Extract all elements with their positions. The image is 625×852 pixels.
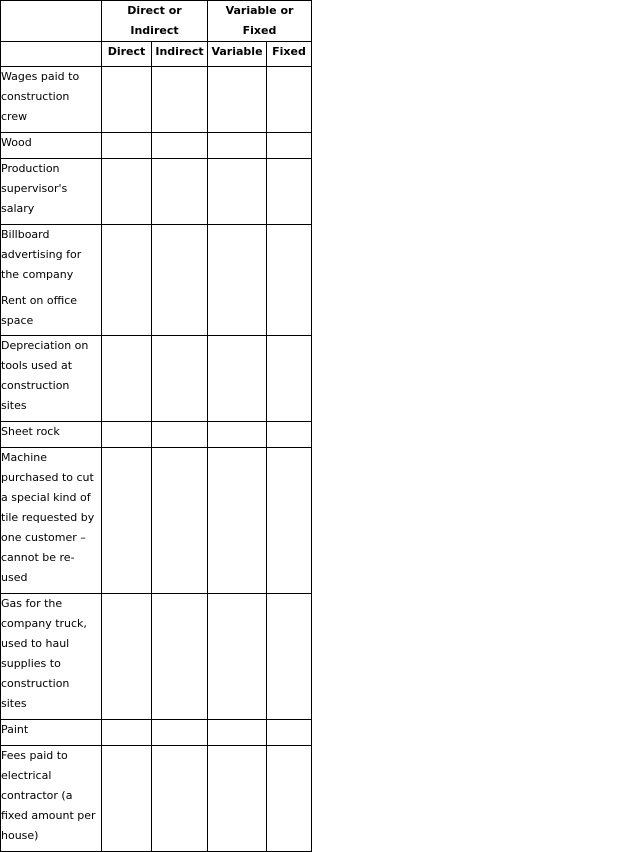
cost-item-cell bbox=[1, 746, 102, 852]
cost-item-label: sites bbox=[1, 399, 27, 412]
cost-item-label: Gas for the bbox=[1, 597, 63, 610]
cost-item-label: cannot be re- bbox=[1, 551, 75, 564]
cost-item-label: company truck, bbox=[1, 617, 87, 630]
cost-item-secondary bbox=[1, 291, 101, 331]
answer-cell-indirect[interactable] bbox=[152, 746, 208, 852]
table-row bbox=[1, 422, 312, 448]
cost-item-cell bbox=[1, 448, 102, 594]
answer-cell-indirect[interactable] bbox=[152, 448, 208, 594]
table-row bbox=[1, 594, 312, 720]
answer-cell-indirect[interactable] bbox=[152, 159, 208, 225]
cost-item-label: crew bbox=[1, 110, 28, 123]
cost-item-cell bbox=[1, 422, 102, 448]
answer-cell-direct[interactable] bbox=[102, 336, 152, 422]
table-row bbox=[1, 225, 312, 336]
answer-cell-fixed[interactable] bbox=[267, 159, 312, 225]
answer-cell-fixed[interactable] bbox=[267, 720, 312, 746]
cost-item-label: Paint bbox=[1, 723, 29, 736]
answer-cell-variable[interactable] bbox=[208, 448, 267, 594]
header-row-groups bbox=[1, 1, 312, 42]
answer-cell-variable[interactable] bbox=[208, 225, 267, 336]
cost-classification-table bbox=[0, 0, 312, 852]
cost-item-label: construction bbox=[1, 677, 70, 690]
answer-cell-direct[interactable] bbox=[102, 422, 152, 448]
answer-cell-direct[interactable] bbox=[102, 225, 152, 336]
cost-item-cell bbox=[1, 133, 102, 159]
answer-cell-variable[interactable] bbox=[208, 336, 267, 422]
cost-item-cell bbox=[1, 225, 102, 336]
cost-item-label: contractor (a bbox=[1, 789, 73, 802]
answer-cell-direct[interactable] bbox=[102, 67, 152, 133]
answer-cell-variable[interactable] bbox=[208, 159, 267, 225]
header-direct-or-indirect: Direct or Indirect bbox=[102, 1, 208, 42]
answer-cell-variable[interactable] bbox=[208, 746, 267, 852]
answer-cell-indirect[interactable] bbox=[152, 336, 208, 422]
answer-cell-variable[interactable] bbox=[208, 133, 267, 159]
cost-item-label: Machine bbox=[1, 451, 48, 464]
answer-cell-direct[interactable] bbox=[102, 594, 152, 720]
cost-item-label: fixed amount per bbox=[1, 809, 96, 822]
cost-item-label: tile requested by bbox=[1, 511, 95, 524]
cost-item-label: a special kind of bbox=[1, 491, 91, 504]
header-indirect: Indirect bbox=[152, 42, 208, 67]
answer-cell-fixed[interactable] bbox=[267, 225, 312, 336]
cost-item-label: Fees paid to bbox=[1, 749, 68, 762]
header-direct: Direct bbox=[102, 42, 152, 67]
answer-cell-direct[interactable] bbox=[102, 746, 152, 852]
table-row bbox=[1, 746, 312, 852]
answer-cell-variable[interactable] bbox=[208, 594, 267, 720]
cost-item-cell bbox=[1, 720, 102, 746]
answer-cell-direct[interactable] bbox=[102, 133, 152, 159]
answer-cell-fixed[interactable] bbox=[267, 133, 312, 159]
header-row-columns bbox=[1, 42, 312, 67]
answer-cell-indirect[interactable] bbox=[152, 225, 208, 336]
answer-cell-direct[interactable] bbox=[102, 448, 152, 594]
cost-item-label: purchased to cut bbox=[1, 471, 94, 484]
cost-item-label: house) bbox=[1, 829, 39, 842]
answer-cell-indirect[interactable] bbox=[152, 720, 208, 746]
answer-cell-variable[interactable] bbox=[208, 720, 267, 746]
table-row bbox=[1, 720, 312, 746]
cost-item-cell bbox=[1, 67, 102, 133]
answer-cell-fixed[interactable] bbox=[267, 746, 312, 852]
cost-item-label: Depreciation on bbox=[1, 339, 89, 352]
cost-item-label: the company bbox=[1, 268, 74, 281]
cost-item-label: sites bbox=[1, 697, 27, 710]
header-fixed: Fixed bbox=[267, 42, 312, 67]
answer-cell-variable[interactable] bbox=[208, 422, 267, 448]
cost-item-label: space bbox=[1, 314, 34, 327]
cost-item-label: electrical bbox=[1, 769, 52, 782]
table-row bbox=[1, 336, 312, 422]
cost-item-label: supplies to bbox=[1, 657, 61, 670]
cost-item-cell bbox=[1, 336, 102, 422]
answer-cell-indirect[interactable] bbox=[152, 133, 208, 159]
header-empty-cell bbox=[1, 1, 102, 42]
answer-cell-indirect[interactable] bbox=[152, 422, 208, 448]
cost-item-label: advertising for bbox=[1, 248, 82, 261]
answer-cell-fixed[interactable] bbox=[267, 67, 312, 133]
cost-item-label: Production bbox=[1, 162, 60, 175]
answer-cell-indirect[interactable] bbox=[152, 594, 208, 720]
cost-item-label: salary bbox=[1, 202, 35, 215]
cost-item-label: tools used at bbox=[1, 359, 73, 372]
cost-item-label: Sheet rock bbox=[1, 425, 60, 438]
answer-cell-direct[interactable] bbox=[102, 720, 152, 746]
cost-item-label: construction bbox=[1, 90, 70, 103]
table-row bbox=[1, 67, 312, 133]
table-row bbox=[1, 448, 312, 594]
header-variable-or-fixed: Variable or Fixed bbox=[208, 1, 312, 42]
table-row bbox=[1, 133, 312, 159]
answer-cell-fixed[interactable] bbox=[267, 336, 312, 422]
answer-cell-fixed[interactable] bbox=[267, 594, 312, 720]
cost-item-label: used to haul bbox=[1, 637, 70, 650]
answer-cell-fixed[interactable] bbox=[267, 422, 312, 448]
cost-item-cell bbox=[1, 159, 102, 225]
cost-item-label: used bbox=[1, 571, 28, 584]
cost-item-label: construction bbox=[1, 379, 70, 392]
cost-item-label: supervisor's bbox=[1, 182, 68, 195]
cost-item-label: Wood bbox=[1, 136, 32, 149]
cost-item-cell bbox=[1, 594, 102, 720]
header-empty-cell bbox=[1, 42, 102, 67]
cost-item-label: Wages paid to bbox=[1, 70, 80, 83]
cost-item-label: Billboard bbox=[1, 228, 50, 241]
header-variable: Variable bbox=[208, 42, 267, 67]
answer-cell-variable[interactable] bbox=[208, 67, 267, 133]
cost-item-label: one customer – bbox=[1, 531, 86, 544]
answer-cell-fixed[interactable] bbox=[267, 448, 312, 594]
answer-cell-indirect[interactable] bbox=[152, 67, 208, 133]
answer-cell-direct[interactable] bbox=[102, 159, 152, 225]
table-row bbox=[1, 159, 312, 225]
cost-item-label: Rent on office bbox=[1, 294, 78, 307]
